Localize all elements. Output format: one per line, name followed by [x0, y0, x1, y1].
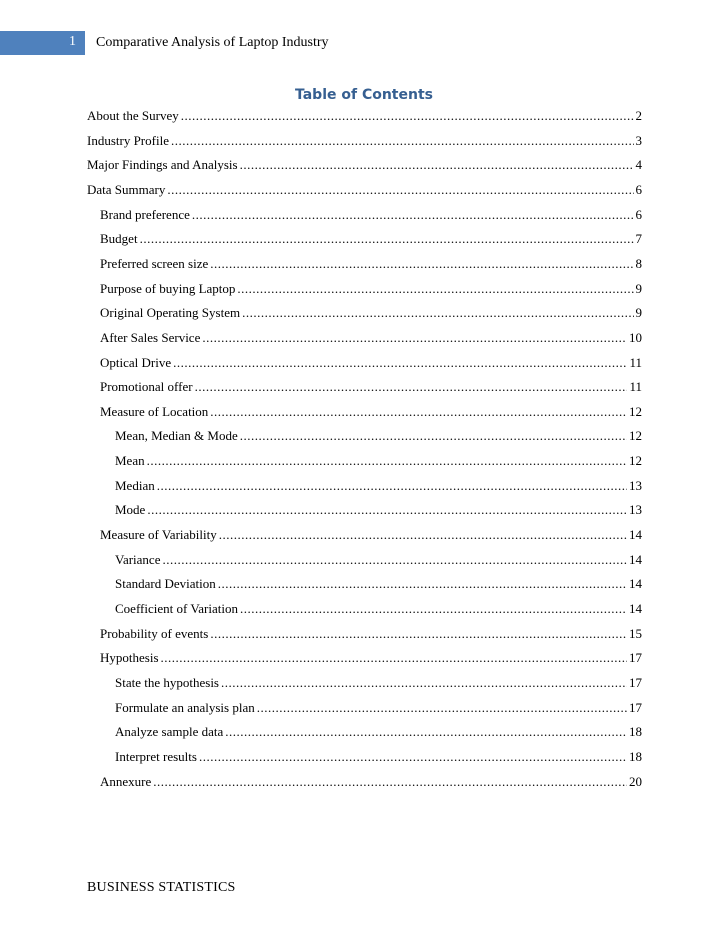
toc-entry-page: 18	[629, 724, 642, 740]
toc-entry-label: Mean	[115, 453, 145, 469]
toc-dot-leader	[218, 575, 627, 592]
toc-entry[interactable]	[100, 230, 642, 247]
toc-entry-label: Hypothesis	[100, 650, 159, 666]
toc-entry[interactable]	[100, 304, 642, 321]
toc-entry-label: Measure of Location	[100, 403, 209, 419]
toc-dot-leader	[167, 181, 633, 198]
toc-entry[interactable]	[115, 575, 642, 592]
toc-entry-label: Standard Deviation	[115, 576, 216, 592]
toc-entry-page: 14	[629, 551, 642, 567]
toc-entry-label: Mean, Median & Mode	[115, 428, 238, 444]
toc-dot-leader	[161, 649, 628, 666]
toc-entry-page: 13	[629, 502, 642, 518]
page-number: 1	[69, 34, 76, 49]
toc-entry-page: 9	[635, 280, 642, 296]
toc-entry-page: 14	[629, 601, 642, 616]
toc-entry-page: 11	[629, 379, 642, 395]
toc-entry-page: 8	[635, 255, 642, 271]
toc-entry[interactable]	[100, 206, 642, 223]
toc-entry[interactable]	[115, 452, 642, 469]
toc-dot-leader	[147, 452, 627, 469]
toc-entry-label: Preferred screen size	[100, 255, 209, 271]
toc-entry-label: Probability of events	[100, 625, 209, 641]
toc-entry-label: Data Summary	[87, 181, 166, 197]
toc-dot-leader	[221, 674, 627, 691]
toc-entry-page: 14	[629, 527, 642, 543]
toc-dot-leader	[181, 107, 634, 124]
toc-dot-leader	[219, 526, 627, 543]
toc-entry-page: 6	[635, 206, 642, 222]
toc-entry[interactable]	[100, 329, 642, 346]
toc-dot-leader	[192, 206, 634, 223]
toc-entry-label: Budget	[100, 231, 138, 247]
toc-entry-label: After Sales Service	[100, 329, 201, 345]
toc-dot-leader	[171, 132, 634, 149]
toc-entry-label: Industry Profile	[87, 132, 169, 148]
toc-entry[interactable]	[100, 280, 642, 297]
toc-entry-page: 9	[635, 305, 642, 321]
toc-entry-label: Optical Drive	[100, 354, 172, 370]
toc-entry-label: Interpret results	[115, 748, 197, 764]
header-title: Comparative Analysis of Laptop Industry	[96, 35, 329, 50]
page-number-box	[0, 31, 85, 55]
toc-entry-page: 14	[629, 576, 642, 592]
toc-entry-label: Median	[115, 477, 155, 493]
toc-dot-leader	[140, 230, 634, 247]
toc-entry-label: Purpose of buying Laptop	[100, 280, 236, 296]
toc-entry[interactable]	[115, 674, 642, 691]
toc-entry[interactable]	[87, 107, 642, 124]
toc-entry-page: 11	[629, 354, 642, 370]
toc-entry-page: 18	[629, 748, 642, 764]
toc-entry-label: Coefficient of Variation	[115, 601, 238, 616]
toc-entry[interactable]	[115, 600, 642, 617]
toc-entry-page: 2	[635, 108, 642, 123]
toc-entry-label: Promotional offer	[100, 379, 193, 395]
toc-dot-leader	[147, 501, 627, 518]
toc-entry-page: 15	[629, 625, 642, 641]
toc-dot-leader	[237, 280, 633, 297]
toc-dot-leader	[210, 403, 627, 420]
toc-entry-label: Mode	[115, 502, 146, 518]
toc-entry-label: Variance	[115, 551, 161, 567]
toc-entry-label: About the Survey	[87, 108, 179, 123]
toc-entry-label: Brand preference	[100, 206, 190, 222]
toc-entry[interactable]	[87, 156, 642, 173]
toc-entry-label: Analyze sample data	[115, 724, 224, 740]
toc-dot-leader	[162, 551, 627, 568]
toc-entry[interactable]	[115, 723, 642, 740]
toc-entry[interactable]	[115, 551, 642, 568]
toc-entry-page: 17	[629, 699, 642, 715]
toc-dot-leader	[225, 723, 627, 740]
toc-entry-page: 4	[635, 157, 642, 173]
toc-dot-leader	[242, 304, 633, 321]
toc-entry-page: 10	[629, 329, 642, 345]
toc-entry[interactable]	[100, 773, 642, 790]
toc-entry[interactable]	[87, 132, 642, 149]
toc-heading: Table of Contents	[294, 87, 433, 103]
toc-entry-page: 3	[635, 132, 642, 148]
toc-dot-leader	[240, 156, 634, 173]
toc-entry-page: 17	[629, 674, 642, 690]
toc-entry[interactable]	[100, 625, 642, 642]
page-header	[0, 31, 728, 55]
toc-dot-leader	[202, 329, 627, 346]
toc-entry[interactable]	[115, 748, 642, 765]
toc-entry-label: Measure of Variability	[100, 527, 217, 543]
toc-entry-page: 12	[629, 453, 642, 469]
toc-dot-leader	[240, 600, 627, 617]
toc-entry-label: State the hypothesis	[115, 674, 219, 690]
toc-entry[interactable]	[115, 477, 642, 494]
toc-entry[interactable]	[100, 526, 642, 543]
toc-dot-leader	[199, 748, 627, 765]
toc-entry-page: 12	[629, 428, 642, 444]
toc-entry[interactable]	[115, 699, 642, 716]
toc-entry-page: 12	[629, 403, 642, 419]
toc-dot-leader	[257, 699, 627, 716]
toc-dot-leader	[210, 255, 633, 272]
toc-entry[interactable]	[100, 649, 642, 666]
toc-entry-page: 17	[629, 650, 642, 666]
toc-entry-page: 13	[629, 477, 642, 493]
toc-entry[interactable]	[100, 255, 642, 272]
toc-dot-leader	[240, 427, 627, 444]
toc-dot-leader	[157, 477, 627, 494]
toc-entry-label: Original Operating System	[100, 305, 241, 321]
toc-entry[interactable]	[100, 354, 642, 371]
toc-dot-leader	[173, 354, 627, 371]
toc-entry[interactable]	[100, 378, 642, 395]
page-footer: BUSINESS STATISTICS	[87, 880, 236, 895]
toc-entry-page: 20	[629, 773, 642, 789]
toc-entry[interactable]	[87, 181, 642, 198]
toc-entry-page: 6	[635, 181, 642, 197]
toc-entry-label: Formulate an analysis plan	[115, 699, 255, 715]
toc-dot-leader	[195, 378, 628, 395]
toc-entry[interactable]	[100, 403, 642, 420]
toc-entry[interactable]	[115, 427, 642, 444]
toc-entry-label: Major Findings and Analysis	[87, 157, 238, 173]
toc-entry[interactable]	[115, 501, 642, 518]
toc-entry-label: Annexure	[100, 773, 152, 789]
toc-dot-leader	[210, 625, 627, 642]
toc-dot-leader	[153, 773, 627, 790]
toc-entry-page: 7	[635, 231, 642, 247]
